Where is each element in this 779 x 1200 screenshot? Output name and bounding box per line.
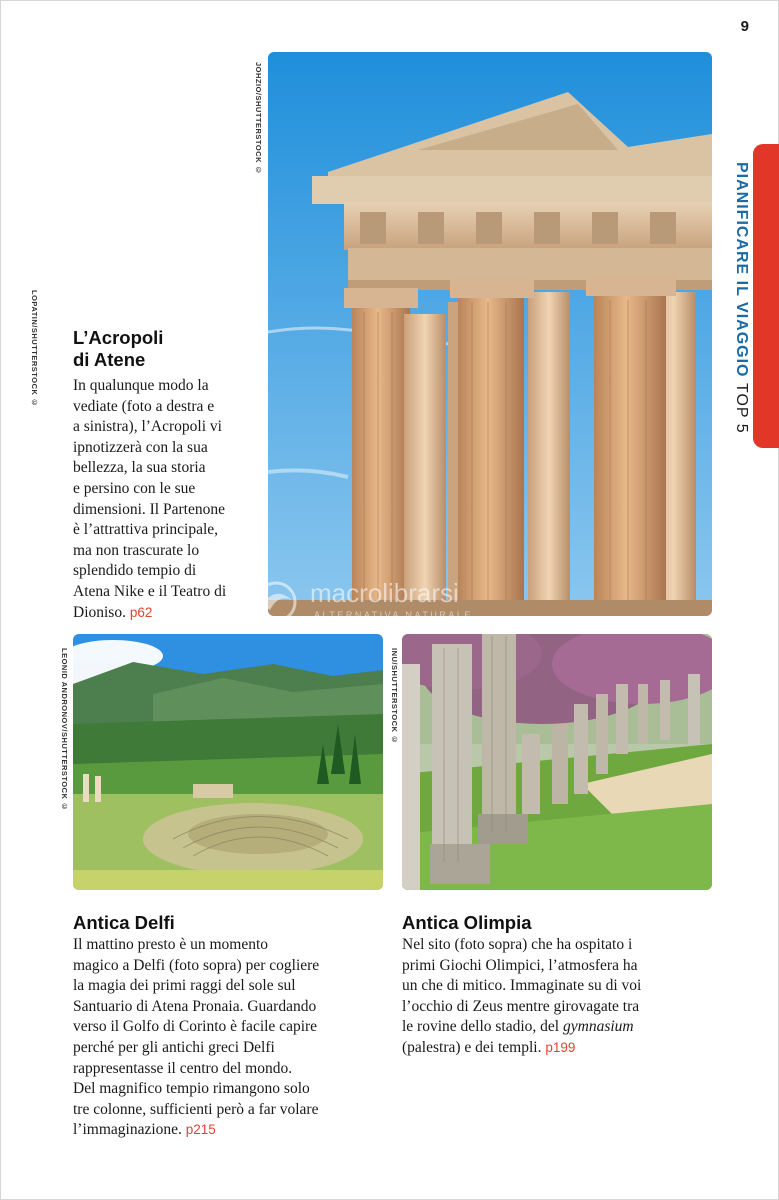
acropoli-line: ipnotizzerà con la sua xyxy=(73,438,208,456)
chapter-title: PIANIFICARE IL VIAGGIO xyxy=(733,162,750,378)
chapter-label xyxy=(732,162,750,434)
acropoli-line-last xyxy=(73,603,226,624)
delfi-body xyxy=(73,935,319,1141)
chapter-subtitle: TOP 5 xyxy=(733,382,750,434)
acropoli-line: vediate (foto a destra e xyxy=(73,397,215,415)
olimpia-italic-word: gymnasium xyxy=(563,1018,634,1036)
photo-credit-acropolis: JOHZIO/SHUTTERSTOCK © xyxy=(254,62,263,176)
olimpia-line: Nel sito (foto sopra) che ha ospitato i xyxy=(402,936,633,953)
acropoli-line: bellezza, la sua storia xyxy=(73,459,206,477)
delfi-line-text: l’immaginazione. xyxy=(73,1121,182,1139)
olimpia-line-text: le rovine dello stadio, del xyxy=(402,1018,560,1036)
delfi-line: Il mattino presto è un momento xyxy=(73,936,269,953)
delfi-line: la magia dei primi raggi del sole sul xyxy=(73,977,296,995)
olimpia-line-last xyxy=(402,1038,641,1059)
acropoli-title-line2: di Atene xyxy=(73,349,146,370)
acropoli-line: In qualunque modo la xyxy=(73,377,209,394)
acropoli-line: e persino con le sue xyxy=(73,479,196,497)
delfi-line: magico a Delfi (foto sopra) per cogliere xyxy=(73,956,320,974)
acropoli-line: dimensioni. Il Partenone xyxy=(73,500,225,518)
olimpia-line: l’occhio di Zeus mentre girovagate tra xyxy=(402,997,640,1015)
olympia-photo xyxy=(402,634,712,890)
delphi-photo xyxy=(73,634,383,890)
delfi-page-ref[interactable]: p215 xyxy=(185,1122,216,1138)
delfi-line: tre colonne, sufficienti però a far volare xyxy=(73,1100,319,1118)
acropoli-title-line1: L’Acropoli xyxy=(73,327,164,348)
delfi-line: rappresentasse il centro del mondo. xyxy=(73,1059,293,1077)
acropoli-line: è l’attrattiva principale, xyxy=(73,521,219,539)
acropoli-title xyxy=(73,327,163,371)
delfi-line: verso il Golfo di Corinto è facile capire xyxy=(73,1018,318,1036)
parthenon-photo xyxy=(268,52,712,616)
olimpia-line: primi Giochi Olimpici, l’atmosfera ha xyxy=(402,956,638,974)
olimpia-body xyxy=(402,935,641,1059)
watermark-brand: macrolibrarsi xyxy=(310,578,459,608)
delfi-line: Santuario di Atena Pronaia. Guardando xyxy=(73,997,317,1015)
delfi-line: Del magnifico tempio rimangono solo xyxy=(73,1080,310,1098)
acropoli-line-text: Dioniso. xyxy=(73,603,126,621)
page-number: 9 xyxy=(740,18,749,35)
photo-credit-olympia: INU/SHUTTERSTOCK © xyxy=(390,648,399,745)
acropoli-line: a sinistra), l’Acropoli vi xyxy=(73,418,222,436)
olimpia-page-ref[interactable]: p199 xyxy=(545,1039,576,1055)
delfi-line-last xyxy=(73,1120,319,1141)
chapter-tab xyxy=(753,144,779,448)
acropoli-line: ma non trascurate lo xyxy=(73,541,200,559)
olimpia-title: Antica Olimpia xyxy=(402,912,532,933)
acropoli-page-ref[interactable]: p62 xyxy=(129,604,153,620)
olimpia-line-text: (palestra) e dei templi. xyxy=(402,1038,542,1056)
photo-credit-acropolis-left: LOPATIN/SHUTTERSTOCK © xyxy=(30,290,39,408)
delfi-title: Antica Delfi xyxy=(73,912,175,933)
delfi-line: perché per gli antichi greci Delfi xyxy=(73,1038,275,1056)
photo-credit-delphi: LEONID ANDRONOV/SHUTTERSTOCK © xyxy=(60,648,69,812)
acropoli-line: Atena Nike e il Teatro di xyxy=(73,582,227,600)
watermark-tagline: ALTERNATIVA NATURALE xyxy=(314,610,473,620)
acropoli-line: splendido tempio di xyxy=(73,562,197,580)
olimpia-line-italic xyxy=(402,1017,641,1038)
olimpia-line: un che di mitico. Immaginate su di voi xyxy=(402,977,642,995)
acropoli-body xyxy=(73,376,226,623)
